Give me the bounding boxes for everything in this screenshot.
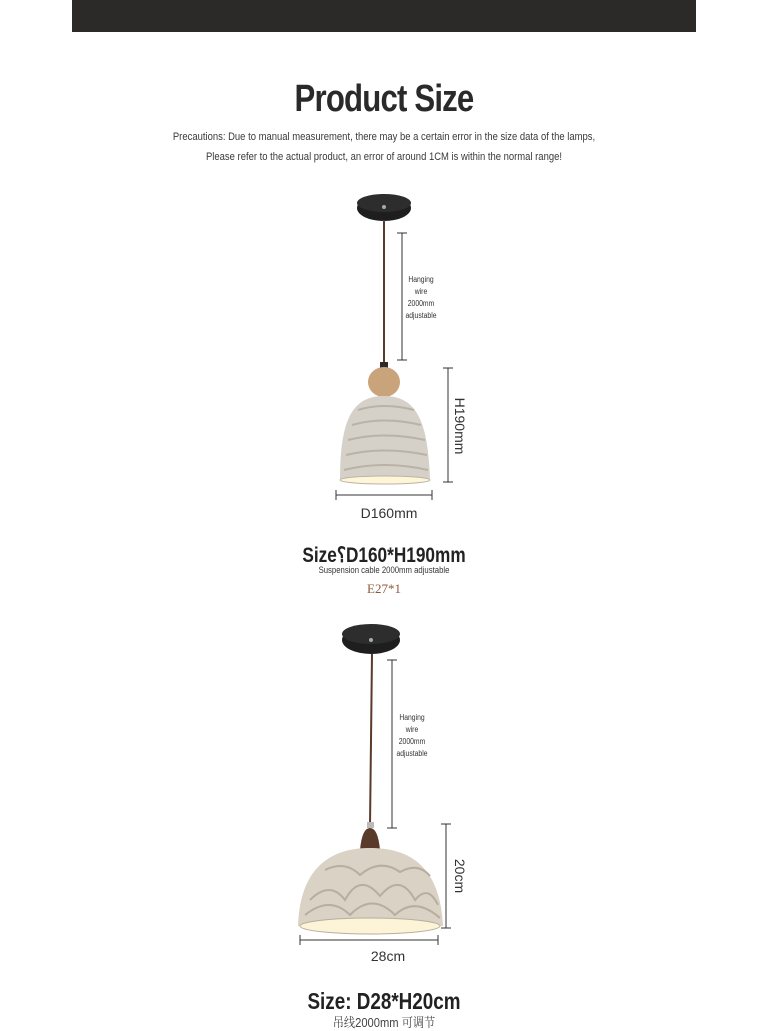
lamp-2-height-label: 20cm [452, 858, 468, 894]
lamp-2-cable-note: 吊线2000mm 可调节 [332, 1015, 436, 1030]
lamp-1-size-title: Size⸮D160*H190mm [302, 544, 466, 567]
lamp-2-drawing [298, 624, 451, 945]
lamp-1-cable-note: Suspension cable 2000mm adjustable [318, 565, 450, 575]
lamp-1-drawing [336, 194, 453, 500]
lamp-2-wire-label: Hanging wire 2000mm adjustable [396, 713, 428, 758]
lamp-1-bulb-spec: E27*1 [367, 581, 401, 596]
lamp-1-wire-label: Hanging wire 2000mm adjustable [405, 275, 437, 320]
precaution-line-2: Please refer to the actual product, an error of around 1CM is within the normal range! [205, 151, 562, 163]
lamp-1-height-label: H190mm [452, 397, 468, 455]
page-title: Product Size [294, 78, 474, 120]
lamp-1-diameter-label: D160mm [360, 505, 418, 521]
lamp-2-size-title: Size: D28*H20cm [307, 988, 461, 1014]
lamp-2-diameter-label: 28cm [370, 948, 406, 964]
precaution-line-1: Precautions: Due to manual measurement, there may be a certain error in the size data of the lamps, [172, 131, 596, 143]
